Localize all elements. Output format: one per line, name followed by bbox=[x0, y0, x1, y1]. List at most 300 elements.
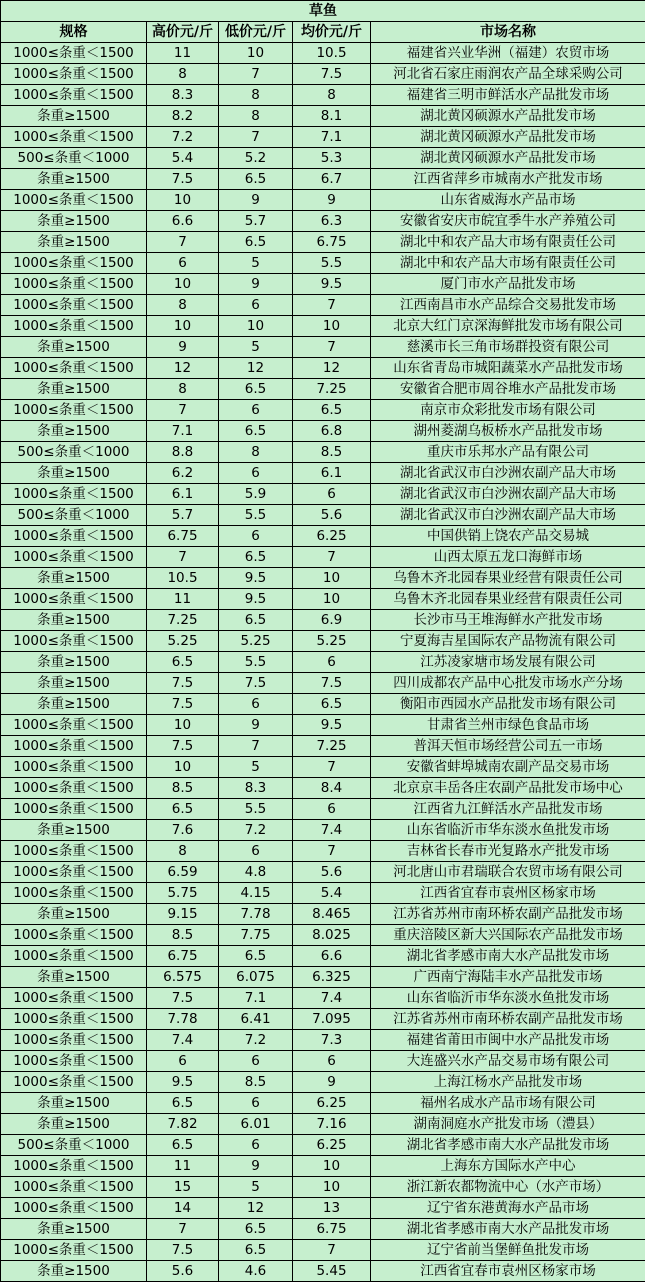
cell-spec: 条重≥1500 bbox=[1, 820, 147, 841]
table-row bbox=[1, 253, 645, 274]
cell-high-price: 5.75 bbox=[147, 883, 219, 904]
cell-avg-price: 7 bbox=[293, 295, 371, 316]
cell-market-name: 湖州菱湖乌板桥水产品批发市场 bbox=[371, 421, 645, 442]
cell-high-price: 7 bbox=[147, 547, 219, 568]
table-row bbox=[1, 1198, 645, 1219]
title-row bbox=[1, 1, 645, 22]
cell-high-price: 8 bbox=[147, 841, 219, 862]
table-row bbox=[1, 484, 645, 505]
cell-spec: 条重≥1500 bbox=[1, 379, 147, 400]
cell-low-price: 6 bbox=[219, 295, 293, 316]
cell-low-price: 6.5 bbox=[219, 547, 293, 568]
cell-spec: 1000≤条重＜1500 bbox=[1, 127, 147, 148]
cell-spec: 条重≥1500 bbox=[1, 967, 147, 988]
cell-avg-price: 12 bbox=[293, 358, 371, 379]
cell-high-price: 6.5 bbox=[147, 1093, 219, 1114]
cell-spec: 500≤条重＜1000 bbox=[1, 1135, 147, 1156]
cell-avg-price: 7.095 bbox=[293, 1009, 371, 1030]
cell-low-price: 9 bbox=[219, 715, 293, 736]
cell-spec: 1000≤条重＜1500 bbox=[1, 85, 147, 106]
table-row bbox=[1, 295, 645, 316]
cell-avg-price: 5.6 bbox=[293, 862, 371, 883]
cell-market-name: 江西省萍乡市城南水产批发市场 bbox=[371, 169, 645, 190]
header-row bbox=[1, 22, 645, 43]
cell-market-name: 湖北黄冈硕源水产品批发市场 bbox=[371, 127, 645, 148]
cell-avg-price: 6 bbox=[293, 799, 371, 820]
cell-avg-price: 6.1 bbox=[293, 463, 371, 484]
table-row bbox=[1, 925, 645, 946]
header-high-price: 高价元/斤 bbox=[147, 22, 219, 43]
cell-spec: 500≤条重＜1000 bbox=[1, 148, 147, 169]
cell-spec: 1000≤条重＜1500 bbox=[1, 190, 147, 211]
cell-low-price: 7.78 bbox=[219, 904, 293, 925]
cell-high-price: 5.6 bbox=[147, 1261, 219, 1282]
cell-high-price: 8 bbox=[147, 295, 219, 316]
cell-market-name: 安徽省合肥市周谷堆水产品批发市场 bbox=[371, 379, 645, 400]
cell-market-name: 重庆市乐邦水产品有限公司 bbox=[371, 442, 645, 463]
cell-high-price: 5.4 bbox=[147, 148, 219, 169]
table-row bbox=[1, 400, 645, 421]
table-row bbox=[1, 211, 645, 232]
cell-high-price: 6 bbox=[147, 1051, 219, 1072]
table-row bbox=[1, 757, 645, 778]
cell-market-name: 湖北黄冈硕源水产品批发市场 bbox=[371, 148, 645, 169]
table-row bbox=[1, 358, 645, 379]
cell-low-price: 5.2 bbox=[219, 148, 293, 169]
cell-spec: 1000≤条重＜1500 bbox=[1, 841, 147, 862]
cell-spec: 条重≥1500 bbox=[1, 232, 147, 253]
cell-high-price: 7.4 bbox=[147, 1030, 219, 1051]
cell-high-price: 9.15 bbox=[147, 904, 219, 925]
cell-low-price: 9 bbox=[219, 1156, 293, 1177]
cell-avg-price: 9 bbox=[293, 1072, 371, 1093]
cell-low-price: 7.2 bbox=[219, 820, 293, 841]
cell-market-name: 福建省莆田市闽中水产品批发市场 bbox=[371, 1030, 645, 1051]
cell-avg-price: 7.16 bbox=[293, 1114, 371, 1135]
cell-high-price: 6.2 bbox=[147, 463, 219, 484]
cell-high-price: 10 bbox=[147, 757, 219, 778]
cell-spec: 条重≥1500 bbox=[1, 337, 147, 358]
cell-market-name: 重庆涪陵区新大兴国际农产品批发市场 bbox=[371, 925, 645, 946]
cell-avg-price: 7.1 bbox=[293, 127, 371, 148]
cell-market-name: 福建省三明市鲜活水产品批发市场 bbox=[371, 85, 645, 106]
cell-low-price: 4.6 bbox=[219, 1261, 293, 1282]
cell-spec: 1000≤条重＜1500 bbox=[1, 715, 147, 736]
cell-avg-price: 6.3 bbox=[293, 211, 371, 232]
cell-low-price: 12 bbox=[219, 358, 293, 379]
cell-spec: 1000≤条重＜1500 bbox=[1, 64, 147, 85]
cell-avg-price: 5.45 bbox=[293, 1261, 371, 1282]
cell-high-price: 10 bbox=[147, 190, 219, 211]
cell-market-name: 普洱天恒市场经营公司五一市场 bbox=[371, 736, 645, 757]
table-row bbox=[1, 64, 645, 85]
table-row bbox=[1, 862, 645, 883]
table-row bbox=[1, 631, 645, 652]
table-row bbox=[1, 1240, 645, 1261]
cell-high-price: 12 bbox=[147, 358, 219, 379]
cell-market-name: 湖北省孝感市南大水产品批发市场 bbox=[371, 946, 645, 967]
cell-market-name: 湖北省武汉市白沙洲农副产品大市场 bbox=[371, 484, 645, 505]
cell-low-price: 5 bbox=[219, 253, 293, 274]
cell-low-price: 7.1 bbox=[219, 988, 293, 1009]
cell-spec: 条重≥1500 bbox=[1, 904, 147, 925]
header-spec: 规格 bbox=[1, 22, 147, 43]
cell-market-name: 湖北中和农产品大市场有限责任公司 bbox=[371, 253, 645, 274]
cell-high-price: 11 bbox=[147, 589, 219, 610]
cell-spec: 1000≤条重＜1500 bbox=[1, 526, 147, 547]
cell-high-price: 7.5 bbox=[147, 988, 219, 1009]
cell-high-price: 7 bbox=[147, 400, 219, 421]
cell-high-price: 8.2 bbox=[147, 106, 219, 127]
cell-avg-price: 8.465 bbox=[293, 904, 371, 925]
cell-high-price: 9 bbox=[147, 337, 219, 358]
cell-low-price: 4.15 bbox=[219, 883, 293, 904]
cell-spec: 500≤条重＜1000 bbox=[1, 442, 147, 463]
table-row bbox=[1, 274, 645, 295]
table-row bbox=[1, 43, 645, 64]
table-row bbox=[1, 883, 645, 904]
cell-avg-price: 9.5 bbox=[293, 274, 371, 295]
table-row bbox=[1, 673, 645, 694]
cell-low-price: 8 bbox=[219, 106, 293, 127]
cell-market-name: 湖南洞庭水产批发市场（澧县） bbox=[371, 1114, 645, 1135]
table-row bbox=[1, 967, 645, 988]
cell-high-price: 6.1 bbox=[147, 484, 219, 505]
cell-avg-price: 9.5 bbox=[293, 715, 371, 736]
table-row bbox=[1, 841, 645, 862]
cell-spec: 条重≥1500 bbox=[1, 463, 147, 484]
cell-avg-price: 5.5 bbox=[293, 253, 371, 274]
cell-low-price: 6 bbox=[219, 694, 293, 715]
cell-avg-price: 7.5 bbox=[293, 64, 371, 85]
cell-low-price: 10 bbox=[219, 43, 293, 64]
cell-low-price: 6 bbox=[219, 1135, 293, 1156]
table-row bbox=[1, 820, 645, 841]
cell-avg-price: 5.4 bbox=[293, 883, 371, 904]
cell-low-price: 7 bbox=[219, 736, 293, 757]
cell-spec: 1000≤条重＜1500 bbox=[1, 988, 147, 1009]
cell-high-price: 14 bbox=[147, 1198, 219, 1219]
cell-market-name: 安徽省蚌埠城南农副产品交易市场 bbox=[371, 757, 645, 778]
cell-spec: 1000≤条重＜1500 bbox=[1, 400, 147, 421]
cell-market-name: 广西南宁海陆丰水产品批发市场 bbox=[371, 967, 645, 988]
cell-market-name: 北京大红门京深海鲜批发市场有限公司 bbox=[371, 316, 645, 337]
table-row bbox=[1, 736, 645, 757]
cell-avg-price: 13 bbox=[293, 1198, 371, 1219]
cell-spec: 1000≤条重＜1500 bbox=[1, 43, 147, 64]
header-market-name: 市场名称 bbox=[371, 22, 645, 43]
cell-high-price: 10 bbox=[147, 715, 219, 736]
cell-low-price: 9.5 bbox=[219, 568, 293, 589]
cell-market-name: 安徽省安庆市皖宜季牛水产养殖公司 bbox=[371, 211, 645, 232]
cell-low-price: 9 bbox=[219, 190, 293, 211]
cell-low-price: 5.5 bbox=[219, 505, 293, 526]
cell-spec: 条重≥1500 bbox=[1, 610, 147, 631]
table-row bbox=[1, 442, 645, 463]
cell-high-price: 10.5 bbox=[147, 568, 219, 589]
cell-avg-price: 8.5 bbox=[293, 442, 371, 463]
cell-low-price: 8 bbox=[219, 85, 293, 106]
cell-avg-price: 7.5 bbox=[293, 673, 371, 694]
cell-high-price: 8.5 bbox=[147, 925, 219, 946]
cell-spec: 1000≤条重＜1500 bbox=[1, 631, 147, 652]
cell-high-price: 7 bbox=[147, 1219, 219, 1240]
cell-spec: 1000≤条重＜1500 bbox=[1, 253, 147, 274]
cell-avg-price: 6 bbox=[293, 484, 371, 505]
cell-market-name: 江西省九江鲜活水产品批发市场 bbox=[371, 799, 645, 820]
cell-avg-price: 6.8 bbox=[293, 421, 371, 442]
cell-market-name: 乌鲁木齐北园春果业经营有限责任公司 bbox=[371, 568, 645, 589]
cell-low-price: 6 bbox=[219, 526, 293, 547]
cell-low-price: 6.075 bbox=[219, 967, 293, 988]
table-row bbox=[1, 568, 645, 589]
cell-market-name: 慈溪市长三角市场群投资有限公司 bbox=[371, 337, 645, 358]
cell-market-name: 山东省临沂市华东淡水鱼批发市场 bbox=[371, 820, 645, 841]
cell-spec: 条重≥1500 bbox=[1, 1093, 147, 1114]
cell-low-price: 7.75 bbox=[219, 925, 293, 946]
cell-spec: 条重≥1500 bbox=[1, 421, 147, 442]
cell-spec: 1000≤条重＜1500 bbox=[1, 883, 147, 904]
cell-market-name: 山东省青岛市城阳蔬菜水产品批发市场 bbox=[371, 358, 645, 379]
cell-high-price: 6 bbox=[147, 253, 219, 274]
cell-high-price: 7.5 bbox=[147, 673, 219, 694]
cell-spec: 1000≤条重＜1500 bbox=[1, 1156, 147, 1177]
cell-avg-price: 6.75 bbox=[293, 232, 371, 253]
cell-high-price: 11 bbox=[147, 1156, 219, 1177]
cell-avg-price: 5.3 bbox=[293, 148, 371, 169]
cell-high-price: 6.75 bbox=[147, 946, 219, 967]
cell-avg-price: 10.5 bbox=[293, 43, 371, 64]
cell-high-price: 7.5 bbox=[147, 169, 219, 190]
table-row bbox=[1, 85, 645, 106]
cell-market-name: 江苏省苏州市南环桥农副产品批发市场 bbox=[371, 904, 645, 925]
cell-high-price: 8 bbox=[147, 64, 219, 85]
cell-spec: 1000≤条重＜1500 bbox=[1, 757, 147, 778]
cell-avg-price: 7.4 bbox=[293, 988, 371, 1009]
cell-spec: 1000≤条重＜1500 bbox=[1, 799, 147, 820]
table-row bbox=[1, 316, 645, 337]
cell-avg-price: 7.25 bbox=[293, 379, 371, 400]
cell-low-price: 7 bbox=[219, 64, 293, 85]
cell-avg-price: 8.1 bbox=[293, 106, 371, 127]
cell-avg-price: 8.4 bbox=[293, 778, 371, 799]
cell-high-price: 7.6 bbox=[147, 820, 219, 841]
cell-avg-price: 7 bbox=[293, 1240, 371, 1261]
cell-market-name: 辽宁省前当堡鲜鱼批发市场 bbox=[371, 1240, 645, 1261]
cell-spec: 1000≤条重＜1500 bbox=[1, 295, 147, 316]
cell-spec: 条重≥1500 bbox=[1, 169, 147, 190]
table-row bbox=[1, 946, 645, 967]
table-row bbox=[1, 715, 645, 736]
cell-low-price: 8.3 bbox=[219, 778, 293, 799]
table-row bbox=[1, 694, 645, 715]
cell-avg-price: 8.025 bbox=[293, 925, 371, 946]
cell-spec: 条重≥1500 bbox=[1, 1219, 147, 1240]
cell-low-price: 8.5 bbox=[219, 1072, 293, 1093]
cell-spec: 500≤条重＜1000 bbox=[1, 505, 147, 526]
cell-low-price: 6.41 bbox=[219, 1009, 293, 1030]
cell-avg-price: 7 bbox=[293, 757, 371, 778]
cell-high-price: 6.575 bbox=[147, 967, 219, 988]
cell-avg-price: 5.25 bbox=[293, 631, 371, 652]
table-row bbox=[1, 1009, 645, 1030]
cell-low-price: 5 bbox=[219, 337, 293, 358]
cell-low-price: 6.5 bbox=[219, 946, 293, 967]
cell-spec: 条重≥1500 bbox=[1, 211, 147, 232]
cell-spec: 1000≤条重＜1500 bbox=[1, 547, 147, 568]
cell-avg-price: 10 bbox=[293, 568, 371, 589]
cell-spec: 1000≤条重＜1500 bbox=[1, 925, 147, 946]
cell-avg-price: 6.7 bbox=[293, 169, 371, 190]
cell-market-name: 辽宁省东港黄海水产品市场 bbox=[371, 1198, 645, 1219]
cell-low-price: 9.5 bbox=[219, 589, 293, 610]
table-row bbox=[1, 1030, 645, 1051]
cell-low-price: 10 bbox=[219, 316, 293, 337]
cell-high-price: 6.5 bbox=[147, 652, 219, 673]
cell-avg-price: 10 bbox=[293, 1177, 371, 1198]
cell-spec: 1000≤条重＜1500 bbox=[1, 358, 147, 379]
table-row bbox=[1, 1051, 645, 1072]
cell-low-price: 8 bbox=[219, 442, 293, 463]
cell-spec: 1000≤条重＜1500 bbox=[1, 1051, 147, 1072]
cell-low-price: 6.5 bbox=[219, 1219, 293, 1240]
cell-market-name: 上海东方国际水产中心 bbox=[371, 1156, 645, 1177]
cell-high-price: 6.5 bbox=[147, 799, 219, 820]
cell-market-name: 大连盛兴水产品交易市场有限公司 bbox=[371, 1051, 645, 1072]
cell-low-price: 6.5 bbox=[219, 421, 293, 442]
header-avg-price: 均价元/斤 bbox=[293, 22, 371, 43]
cell-market-name: 长沙市马王堆海鲜水产批发市场 bbox=[371, 610, 645, 631]
cell-avg-price: 7 bbox=[293, 337, 371, 358]
cell-low-price: 6 bbox=[219, 463, 293, 484]
cell-low-price: 6.5 bbox=[219, 1240, 293, 1261]
table-row bbox=[1, 148, 645, 169]
cell-high-price: 6.75 bbox=[147, 526, 219, 547]
cell-avg-price: 7.25 bbox=[293, 736, 371, 757]
cell-low-price: 6 bbox=[219, 400, 293, 421]
cell-market-name: 南京市众彩批发市场有限公司 bbox=[371, 400, 645, 421]
cell-spec: 1000≤条重＜1500 bbox=[1, 274, 147, 295]
cell-avg-price: 7.4 bbox=[293, 820, 371, 841]
cell-market-name: 厦门市水产品批发市场 bbox=[371, 274, 645, 295]
cell-low-price: 6.5 bbox=[219, 232, 293, 253]
cell-avg-price: 6.5 bbox=[293, 694, 371, 715]
cell-avg-price: 6.75 bbox=[293, 1219, 371, 1240]
table-row bbox=[1, 379, 645, 400]
table-row bbox=[1, 799, 645, 820]
cell-low-price: 6.5 bbox=[219, 379, 293, 400]
cell-low-price: 12 bbox=[219, 1198, 293, 1219]
cell-avg-price: 6.9 bbox=[293, 610, 371, 631]
cell-high-price: 7.1 bbox=[147, 421, 219, 442]
cell-market-name: 上海江杨水产品批发市场 bbox=[371, 1072, 645, 1093]
cell-high-price: 7.2 bbox=[147, 127, 219, 148]
cell-market-name: 吉林省长春市光复路水产批发市场 bbox=[371, 841, 645, 862]
table-row bbox=[1, 1135, 645, 1156]
cell-low-price: 5.5 bbox=[219, 799, 293, 820]
cell-market-name: 湖北黄冈硕源水产品批发市场 bbox=[371, 106, 645, 127]
cell-spec: 1000≤条重＜1500 bbox=[1, 1177, 147, 1198]
table-row bbox=[1, 1114, 645, 1135]
table-row bbox=[1, 1072, 645, 1093]
cell-spec: 1000≤条重＜1500 bbox=[1, 1198, 147, 1219]
cell-low-price: 6 bbox=[219, 1051, 293, 1072]
table-row bbox=[1, 526, 645, 547]
header-low-price: 低价元/斤 bbox=[219, 22, 293, 43]
table-row bbox=[1, 610, 645, 631]
cell-avg-price: 6 bbox=[293, 652, 371, 673]
cell-avg-price: 7.3 bbox=[293, 1030, 371, 1051]
table-row bbox=[1, 232, 645, 253]
cell-market-name: 湖北省孝感市南大水产品批发市场 bbox=[371, 1219, 645, 1240]
cell-avg-price: 10 bbox=[293, 316, 371, 337]
cell-market-name: 乌鲁木齐北园春果业经营有限责任公司 bbox=[371, 589, 645, 610]
cell-spec: 条重≥1500 bbox=[1, 673, 147, 694]
cell-market-name: 浙江新农都物流中心（水产市场） bbox=[371, 1177, 645, 1198]
table-row bbox=[1, 1093, 645, 1114]
cell-high-price: 5.25 bbox=[147, 631, 219, 652]
cell-spec: 1000≤条重＜1500 bbox=[1, 589, 147, 610]
table-row bbox=[1, 106, 645, 127]
cell-avg-price: 10 bbox=[293, 589, 371, 610]
cell-market-name: 江西省宜春市袁州区杨家市场 bbox=[371, 1261, 645, 1282]
cell-avg-price: 6.6 bbox=[293, 946, 371, 967]
cell-market-name: 山东省威海水产品市场 bbox=[371, 190, 645, 211]
cell-low-price: 4.8 bbox=[219, 862, 293, 883]
table-row bbox=[1, 127, 645, 148]
cell-market-name: 宁夏海吉星国际农产品物流有限公司 bbox=[371, 631, 645, 652]
table-row bbox=[1, 778, 645, 799]
cell-avg-price: 8 bbox=[293, 85, 371, 106]
cell-low-price: 6.5 bbox=[219, 169, 293, 190]
cell-spec: 1000≤条重＜1500 bbox=[1, 484, 147, 505]
cell-high-price: 7 bbox=[147, 232, 219, 253]
cell-market-name: 河北唐山市君瑞联合农贸市场有限公司 bbox=[371, 862, 645, 883]
cell-avg-price: 6 bbox=[293, 1051, 371, 1072]
table-title: 草鱼 bbox=[1, 1, 645, 22]
cell-market-name: 江苏省苏州市南环桥农副产品批发市场 bbox=[371, 1009, 645, 1030]
cell-high-price: 7.82 bbox=[147, 1114, 219, 1135]
cell-market-name: 山西太原五龙口海鲜市场 bbox=[371, 547, 645, 568]
cell-avg-price: 6.25 bbox=[293, 1093, 371, 1114]
cell-spec: 条重≥1500 bbox=[1, 694, 147, 715]
cell-market-name: 福州名成水产品市场有限公司 bbox=[371, 1093, 645, 1114]
cell-market-name: 江苏凌家塘市场发展有限公司 bbox=[371, 652, 645, 673]
table-row bbox=[1, 547, 645, 568]
table-body bbox=[1, 43, 645, 1282]
cell-high-price: 8.8 bbox=[147, 442, 219, 463]
cell-market-name: 中国供销上饶农产品交易城 bbox=[371, 526, 645, 547]
cell-high-price: 5.7 bbox=[147, 505, 219, 526]
cell-low-price: 7.2 bbox=[219, 1030, 293, 1051]
cell-spec: 条重≥1500 bbox=[1, 568, 147, 589]
cell-high-price: 7.5 bbox=[147, 1240, 219, 1261]
table-row bbox=[1, 1177, 645, 1198]
table-row bbox=[1, 904, 645, 925]
cell-low-price: 9 bbox=[219, 274, 293, 295]
cell-high-price: 8 bbox=[147, 379, 219, 400]
cell-low-price: 5.25 bbox=[219, 631, 293, 652]
cell-low-price: 7.5 bbox=[219, 673, 293, 694]
table-row bbox=[1, 190, 645, 211]
cell-market-name: 湖北省孝感市南大水产品批发市场 bbox=[371, 1135, 645, 1156]
cell-avg-price: 6.25 bbox=[293, 526, 371, 547]
cell-spec: 1000≤条重＜1500 bbox=[1, 1009, 147, 1030]
cell-high-price: 6.5 bbox=[147, 1135, 219, 1156]
table-row bbox=[1, 988, 645, 1009]
cell-avg-price: 9 bbox=[293, 190, 371, 211]
cell-low-price: 5.7 bbox=[219, 211, 293, 232]
